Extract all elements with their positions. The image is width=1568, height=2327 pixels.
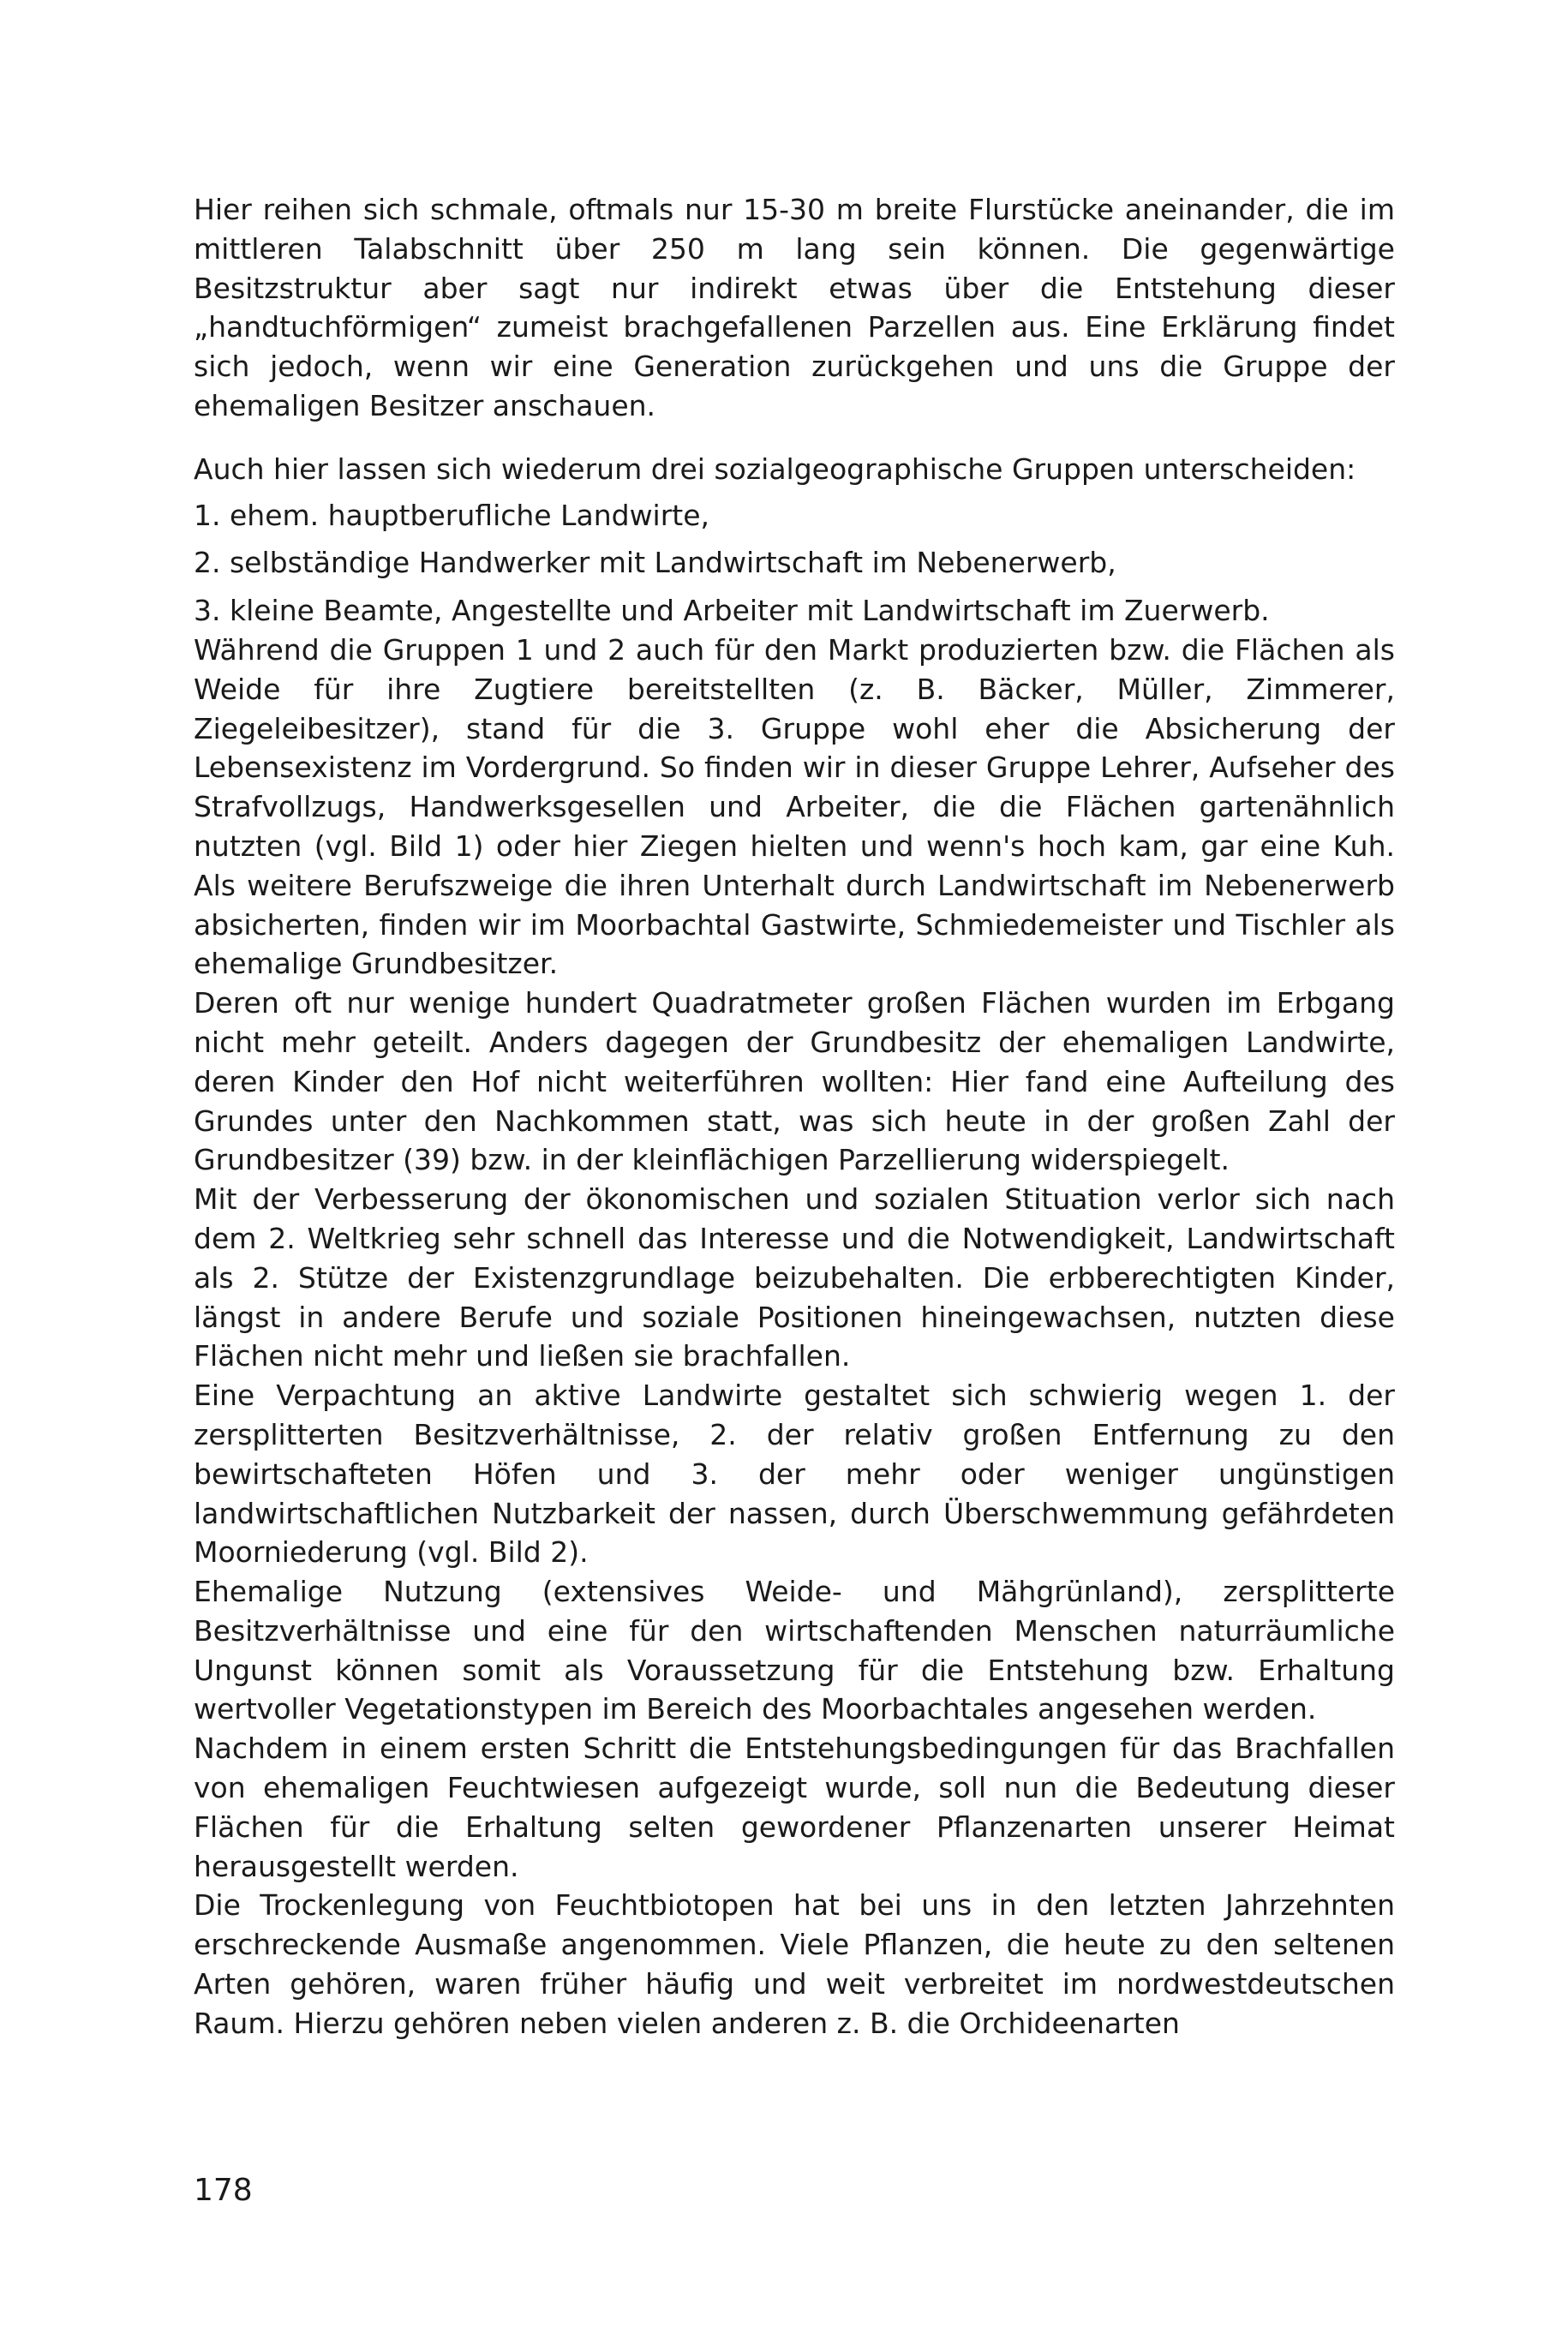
paragraph-intro: Hier reihen sich schmale, oftmals nur 15-30 m breite Flurstücke aneinander, die im mittleren Talabschnitt über 250 m lang sein können. Die gegenwärtige Besitzstruktur aber sagt nur indirekt etwas über die Entstehung dieser „handtuchförmigen“ zumeist brachgefallenen Parzellen aus. Eine Erklärung findet sich jedoch, wenn wir eine Generation zurückgehen und uns die Gruppe der ehemaligen Besitzer anschauen. [194, 193, 1395, 422]
paragraph-drainage: Die Trockenlegung von Feuchtbiotopen hat bei uns in den letzten Jahrzehnten erschreckende Ausmaße angenommen. Viele Pflanzen, die heute zu den seltenen Arten gehören, waren früher häufig und weit verbreitet im nordwestdeutschen Raum. Hierzu gehören neben vielen anderen z. B. die Orchideenarten [194, 1888, 1395, 2040]
paragraph-lease: Eine Verpachtung an aktive Landwirte gestaltet sich schwierig wegen 1. der zersplitterten Besitzverhältnisse, 2. der relativ großen Entfernung zu den bewirtschafteten Höfen und 3. der mehr oder weniger ungünstigen landwirtschaftlichen Nutzbarkeit der nassen, durch Überschwemmung gefährdeten Moorniederung (vgl. Bild 2). [194, 1379, 1395, 1570]
paragraph-conclusion: Ehemalige Nutzung (extensives Weide- und Mähgrünland), zersplitterte Besitzverhältnisse und eine für den wirtschaftenden Menschen naturräumliche Ungunst können somit als Voraussetzung für die Entstehung bzw. Erhaltung wertvoller Vegetationstypen im Bereich des Moorbachtales angesehen werden. [194, 1575, 1395, 1726]
paragraph-groups-intro: Auch hier lassen sich wiederum drei sozialgeographische Gruppen unterscheiden: [194, 452, 1356, 486]
list-item-2: 2. selbständige Handwerker mit Landwirtschaft im Nebenerwerb, [194, 546, 1116, 580]
body-text [194, 190, 1395, 2043]
list-item-3: 3. kleine Beamte, Angestellte und Arbeiter mit Landwirtschaft im Zuerwerb. [194, 594, 1270, 628]
paragraph-groups: Während die Gruppen 1 und 2 auch für den Markt produzierten bzw. die Flächen als Weide für ihre Zugtiere bereitstellten (z. B. Bäcker, Müller, Zimmerer, Ziegeleibesitzer), stand für die 3. Gruppe wohl eher die Absicherung der Lebensexistenz im Vordergrund. So finden wir in dieser Gruppe Lehrer, Aufseher des Strafvollzugs, Handwerksgesellen und Arbeiter, die die Flächen gartenähnlich nutzten (vgl. Bild 1) oder hier Ziegen hielten und wenn's hoch kam, gar eine Kuh. Als weitere Berufszweige die ihren Unterhalt durch Landwirtschaft im Nebenerwerb absicherten, finden wir im Moorbachtal Gastwirte, Schmiedemeister und Tischler als ehemalige Grundbesitzer. [194, 632, 1395, 981]
page-number: 178 [194, 2173, 253, 2208]
paragraph-next-step: Nachdem in einem ersten Schritt die Entstehungsbedingungen für das Brachfallen von ehemaligen Feuchtwiesen aufgezeigt wurde, soll nun die Bedeutung dieser Flächen für die Erhaltung selten gewordener Pflanzenarten unserer Heimat herausgestellt werden. [194, 1732, 1395, 1883]
list-item-1: 1. ehem. hauptberufliche Landwirte, [194, 498, 710, 532]
paragraph-postwar: Mit der Verbesserung der ökonomischen und sozialen Stituation verlor sich nach dem 2. Weltkrieg sehr schnell das Interesse und die Notwendigkeit, Landwirtschaft als 2. Stütze der Existenzgrundlage beizubehalten. Die erbberechtigten Kinder, längst in andere Berufe und soziale Positionen hineingewachsen, nutzten diese Flächen nicht mehr und ließen sie brachfallen. [194, 1182, 1395, 1373]
paragraph-inheritance: Deren oft nur wenige hundert Quadratmeter großen Flächen wurden im Erbgang nicht mehr geteilt. Anders dagegen der Grundbesitz der ehemaligen Landwirte, deren Kinder den Hof nicht weiterführen wollten: Hier fand eine Aufteilung des Grundes unter den Nachkommen statt, was sich heute in der großen Zahl der Grundbesitzer (39) bzw. in der kleinflächigen Parzellierung widerspiegelt. [194, 986, 1395, 1177]
